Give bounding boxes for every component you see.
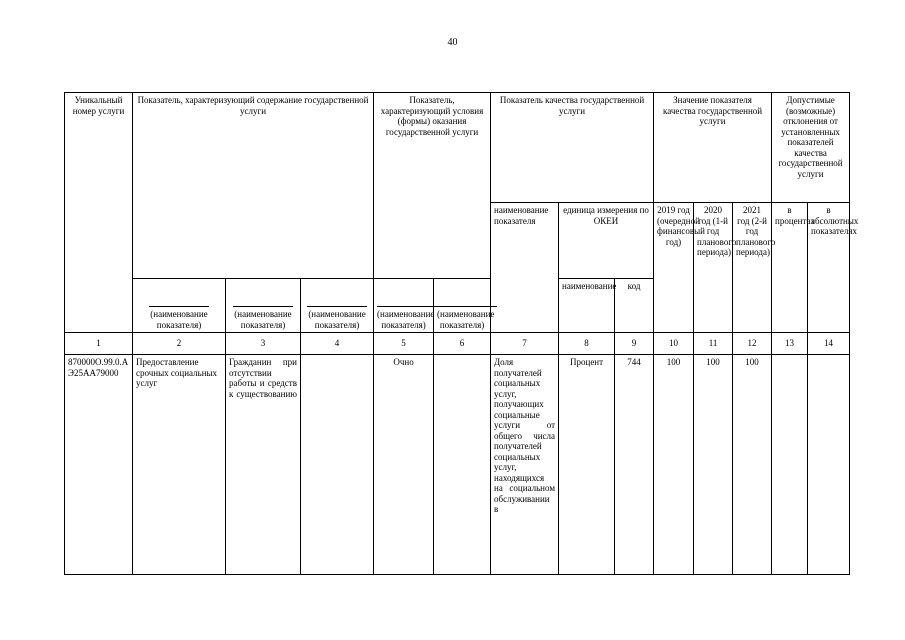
header-name-placeholder-5: (наименование показателя) bbox=[434, 279, 491, 333]
col-number: 9 bbox=[615, 333, 654, 355]
cell-value-2019: 100 bbox=[654, 355, 694, 575]
header-okei-code: код bbox=[615, 279, 654, 333]
cell-unique-number: 870000О.99.0.АЭ25АА79000 bbox=[65, 355, 133, 575]
header-name-placeholder-2: (наименование показателя) bbox=[226, 279, 301, 333]
col-number: 5 bbox=[374, 333, 434, 355]
page-number: 40 bbox=[447, 37, 458, 48]
col-number: 8 bbox=[559, 333, 615, 355]
underline bbox=[437, 306, 497, 307]
column-number-row bbox=[65, 333, 850, 355]
header-content-indicator: Показатель, характеризующий содержание государственной услуги bbox=[133, 93, 374, 279]
cell-dev-percent bbox=[772, 355, 808, 575]
header-indicator-value: Значение показателя качества государственной услуги bbox=[654, 93, 772, 203]
header-name-placeholder-4: (наименование показателя) bbox=[374, 279, 434, 333]
header-name-placeholder-3: (наименование показателя) bbox=[301, 279, 374, 333]
header-in-percent: в процентах bbox=[772, 203, 808, 333]
quality-indicators-table bbox=[64, 92, 859, 575]
cell-condition-2 bbox=[434, 355, 491, 575]
table-row bbox=[65, 355, 850, 575]
col-number: 11 bbox=[694, 333, 733, 355]
col-number: 10 bbox=[654, 333, 694, 355]
header-allowed-deviation: Допустимые (возможные) отклонения от установленных показателей качества государственной услуги bbox=[772, 93, 850, 203]
header-in-absolute: в абсолютных показателях bbox=[808, 203, 850, 333]
col-number: 6 bbox=[434, 333, 491, 355]
header-row-1 bbox=[65, 93, 850, 203]
cell-unit-name: Процент bbox=[559, 355, 615, 575]
cell-quality-name: Доля получателей социальных услуг, получающих социальные услуги от общего числа получателей социальных услуг, находящихся на социальном обслуживании в bbox=[491, 355, 559, 575]
header-okei-name: наименование bbox=[559, 279, 615, 333]
header-name-placeholder-1: (наименование показателя) bbox=[133, 279, 226, 333]
cell-condition-1: Очно bbox=[374, 355, 434, 575]
col-number: 12 bbox=[733, 333, 772, 355]
header-conditions-indicator: Показатель, характеризующий условия (формы) оказания государственной услуги bbox=[374, 93, 491, 279]
cell-dev-absolute bbox=[808, 355, 850, 575]
cell-content-2: Гражданин при отсутствии работы и средств к существованию bbox=[226, 355, 301, 575]
cell-content-3 bbox=[301, 355, 374, 575]
underline bbox=[377, 306, 437, 307]
header-unique-number: Уникальный номер услуги bbox=[65, 93, 133, 333]
col-number: 4 bbox=[301, 333, 374, 355]
col-number: 13 bbox=[772, 333, 808, 355]
cell-value-2021: 100 bbox=[733, 355, 772, 575]
underline bbox=[233, 306, 293, 307]
underline bbox=[149, 306, 209, 307]
col-number: 2 bbox=[133, 333, 226, 355]
underline bbox=[307, 306, 367, 307]
header-year-2020: 2020 год (1-й год планового периода) bbox=[694, 203, 733, 333]
header-indicator-name: наименование показателя bbox=[491, 203, 559, 333]
cell-unit-code: 744 bbox=[615, 355, 654, 575]
col-number: 3 bbox=[226, 333, 301, 355]
header-quality-indicator: Показатель качества государственной услуги bbox=[491, 93, 654, 203]
header-year-2021: 2021 год (2-й год планового периода) bbox=[733, 203, 772, 333]
cell-value-2020: 100 bbox=[694, 355, 733, 575]
header-okei-unit: единица измерения по ОКЕИ bbox=[559, 203, 654, 279]
header-year-2019: 2019 год (очередной финансовый год) bbox=[654, 203, 694, 333]
col-number: 1 bbox=[65, 333, 133, 355]
cell-content-1: Предоставление срочных социальных услуг bbox=[133, 355, 226, 575]
col-number: 14 bbox=[808, 333, 850, 355]
col-number: 7 bbox=[491, 333, 559, 355]
